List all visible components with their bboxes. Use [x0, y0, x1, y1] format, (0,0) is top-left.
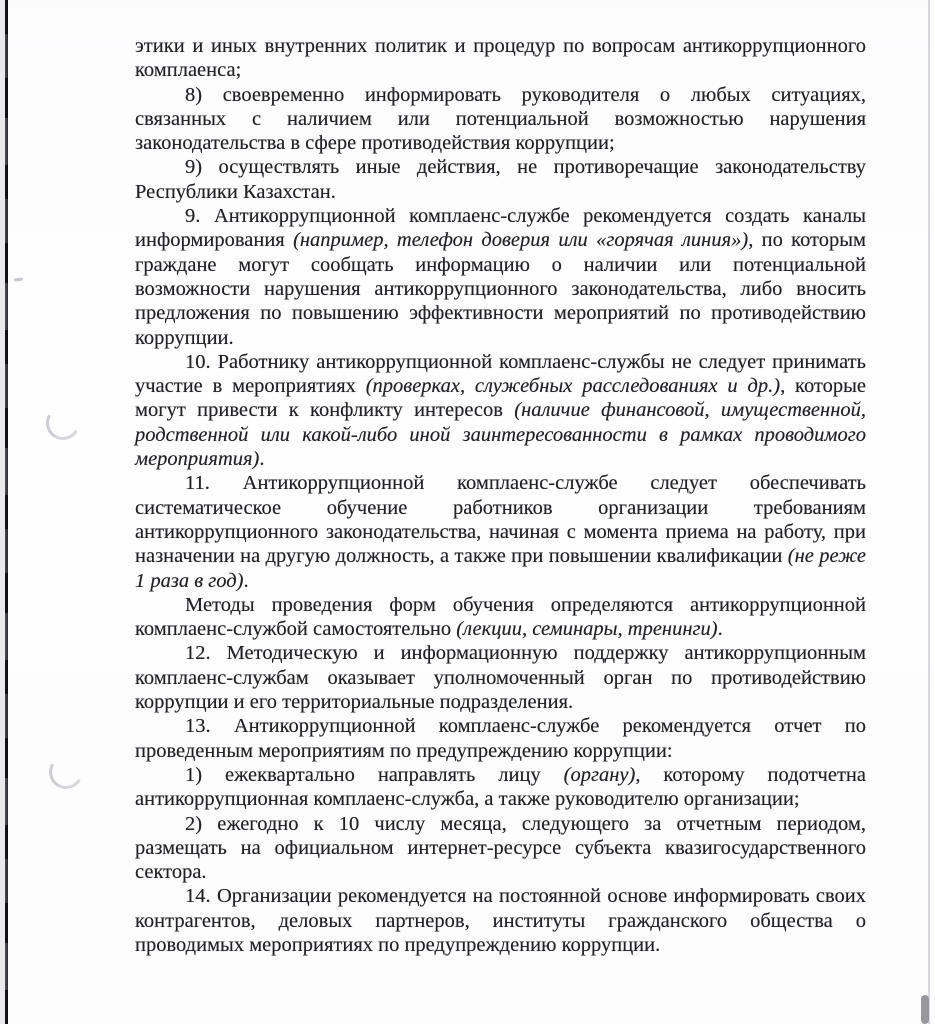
text-run: 14. Организации рекомендуется на постоянной основе информировать своих контрагентов, деловых партнеров, институты гражданского общества о проводимых мероприятиях по предупреждению коррупции.	[135, 885, 866, 956]
paragraph	[135, 884, 866, 957]
paragraph	[135, 812, 866, 885]
paragraph	[135, 593, 866, 642]
text-run: этики и иных внутренних политик и процедур по вопросам антикоррупционного комплаенса;	[135, 35, 866, 82]
scan-crescent-mark-top	[42, 402, 84, 444]
text-run-italic: (органу)	[563, 763, 636, 786]
text-run: , которому подотчетна антикоррупционная комплаенс-служба, а также руководителю организации;	[135, 763, 866, 811]
paragraph	[135, 155, 866, 204]
text-run-italic: (лекции, семинары, тренинги)	[456, 618, 718, 641]
text-run-italic: (например, телефон доверия или «горячая линия»)	[293, 229, 749, 252]
paragraph	[135, 763, 866, 812]
text-run-italic: (не реже 1 раза в год)	[135, 545, 866, 592]
page-left-spine-line	[5, 0, 8, 1024]
paragraph	[135, 34, 866, 83]
paragraph	[135, 641, 866, 714]
page-right-edge-line	[928, 0, 930, 1024]
text-run: 1) ежеквартально направлять лицу	[185, 763, 564, 786]
scrollbar-thumb[interactable]	[921, 995, 929, 1024]
paragraph	[135, 471, 866, 592]
text-run: 12. Методическую и информационную поддержку антикоррупционным комплаенс-службам оказывает уполномоченный орган по противодействию коррупции и его территориальные подразделения.	[135, 642, 866, 714]
text-run: .	[717, 618, 723, 641]
text-run: 13. Антикоррупционной комплаенс-службе рекомендуется отчет по проведенным мероприятиям по предупреждению коррупции:	[135, 715, 866, 762]
text-run: Методы проведения форм обучения определяются антикоррупционной комплаенс-службой самостоятельно	[135, 593, 866, 641]
paragraph	[135, 350, 866, 471]
text-run: , по которым граждане могут сообщать информацию о наличии или потенциальной возможности нарушения антикоррупционного законодательства, либо вносить предложения по повышению эффективности мероприятий по противодействию коррупции.	[135, 229, 866, 349]
text-run: 11. Антикоррупционной комплаенс-службе следует обеспечивать систематическое обучение работников организации требованиям антикоррупционного законодательства, начиная с момента приема на работу, при назначении на другую должность, а также при повышении квалификации	[135, 472, 866, 568]
text-run: 10. Работнику антикоррупционной комплаенс-службы не следует принимать участие в мероприятиях	[135, 350, 866, 398]
text-run: 9) осуществлять иные действия, не противоречащие законодательству Республики Казахстан.	[135, 156, 866, 203]
text-run-italic: (наличие финансовой, имущественной, родственной или какой-либо иной заинтересованности в рамках проводимого мероприятия)	[135, 399, 866, 471]
paragraph	[135, 204, 866, 350]
text-run: 9. Антикоррупционной комплаенс-службе рекомендуется создать каналы информирования	[135, 205, 866, 252]
document-body	[135, 34, 866, 957]
scan-smudge-mark	[14, 277, 23, 281]
text-run: , которые могут привести к конфликту интересов	[135, 375, 866, 422]
text-run: .	[259, 448, 265, 471]
text-run-italic: (проверках, служебных расследованиях и др.)	[365, 375, 781, 398]
text-run: 8) своевременно информировать руководителя о любых ситуациях, связанных с наличием или потенциальной возможностью нарушения законодательства в сфере противодействия коррупции;	[135, 83, 866, 155]
scan-crescent-mark-bottom	[45, 751, 87, 793]
paragraph	[135, 83, 866, 156]
text-run: .	[243, 569, 249, 592]
paragraph	[135, 714, 866, 763]
text-run: 2) ежегодно к 10 числу месяца, следующего за отчетным периодом, размещать на официальном интернет-ресурсе субъекта квазигосударственного сектора.	[135, 812, 866, 884]
